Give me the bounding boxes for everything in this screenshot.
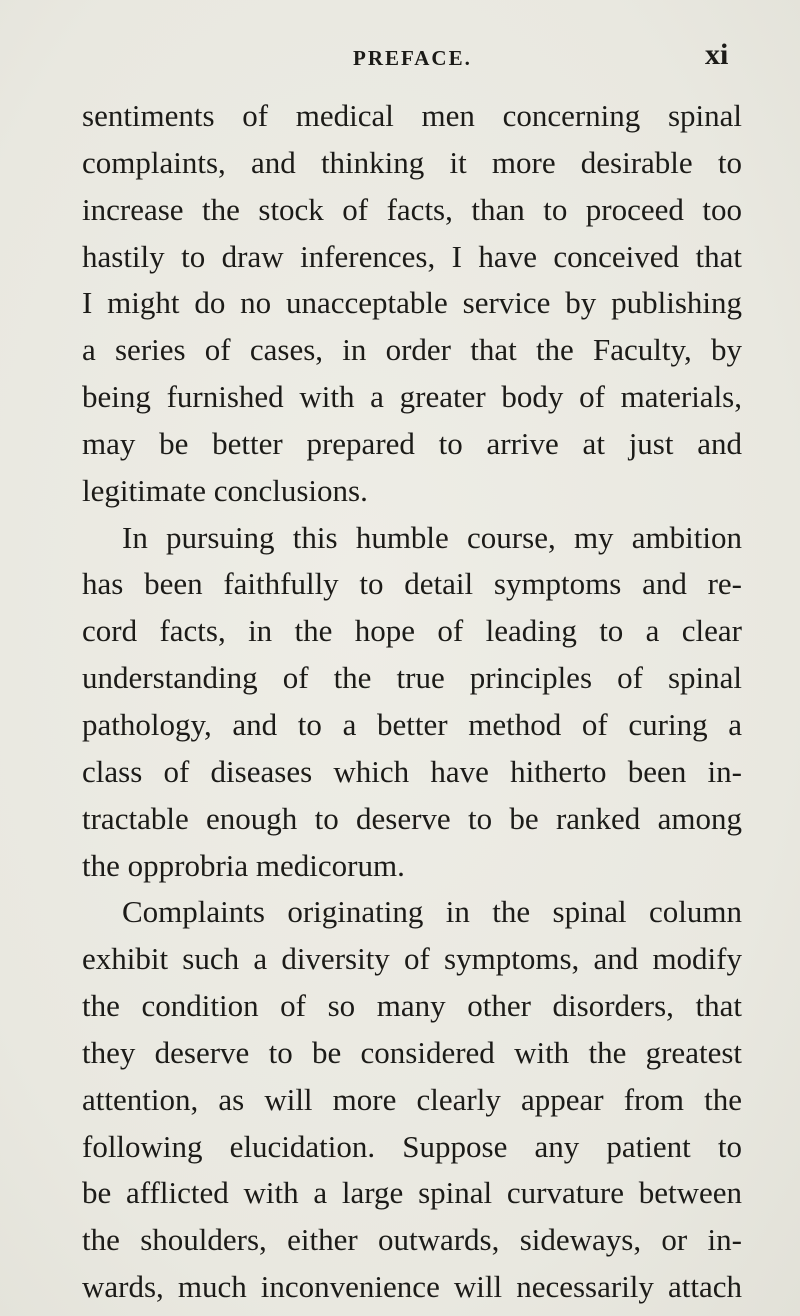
text-line: understanding of the true principles of spinal xyxy=(82,660,742,696)
text-line: tractable enough to deserve to be ranked among xyxy=(82,800,742,836)
text-line: cord facts, in the hope of leading to a clear xyxy=(82,613,742,649)
text-line: legitimate conclusions. xyxy=(82,472,368,508)
text-line: may be better prepared to arrive at just and xyxy=(82,425,742,461)
text-line: a series of cases, in order that the Faculty, by xyxy=(82,332,742,368)
text-line: has been faithfully to detail symptoms and re- xyxy=(82,566,742,602)
text-line: the condition of so many other disorders, that xyxy=(82,988,742,1024)
body-text xyxy=(82,93,742,1311)
paragraph-start-line: In pursuing this humble course, my ambition xyxy=(122,519,742,555)
text-line: complaints, and thinking it more desirable to xyxy=(82,144,742,180)
running-head xyxy=(0,38,800,78)
text-line: attention, as will more clearly appear from the xyxy=(82,1081,742,1117)
text-line: pathology, and to a better method of curing a xyxy=(82,706,742,742)
text-line: following elucidation. Suppose any patient to xyxy=(82,1128,742,1164)
text-line: being furnished with a greater body of materials, xyxy=(82,379,742,415)
text-line: I might do no unacceptable service by publishing xyxy=(82,285,742,321)
text-line: the opprobria medicorum. xyxy=(82,847,405,883)
text-line: they deserve to be considered with the greatest xyxy=(82,1034,742,1070)
running-title: PREFACE. xyxy=(353,46,472,70)
text-line: be afflicted with a large spinal curvature between xyxy=(82,1175,742,1211)
paragraph-start-line: Complaints originating in the spinal column xyxy=(122,894,742,930)
text-line: wards, much inconvenience will necessarily attach xyxy=(82,1269,742,1305)
text-line: class of diseases which have hitherto been in- xyxy=(82,753,742,789)
text-line: increase the stock of facts, than to proceed too xyxy=(82,191,742,227)
text-line: the shoulders, either outwards, sideways, or in- xyxy=(82,1222,742,1258)
page-number: xi xyxy=(705,38,729,71)
text-line: hastily to draw inferences, I have conceived that xyxy=(82,238,742,274)
text-line: sentiments of medical men concerning spinal xyxy=(82,98,742,133)
text-line: exhibit such a diversity of symptoms, and modify xyxy=(82,941,742,977)
